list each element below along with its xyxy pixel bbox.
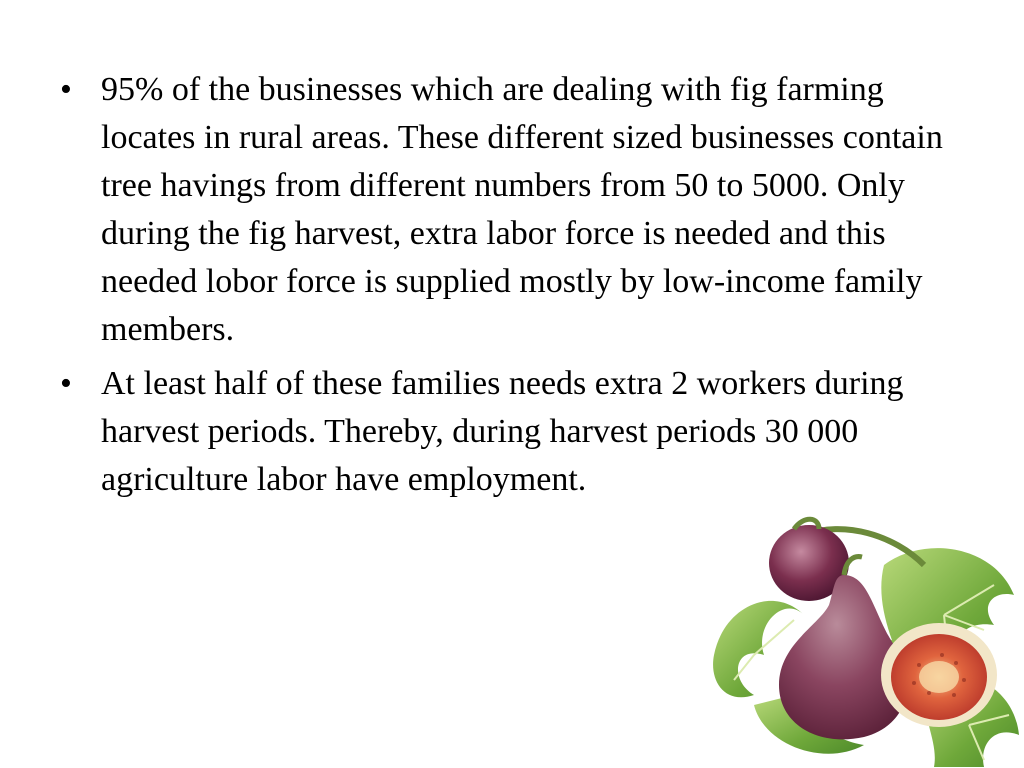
fig-fruit-icon	[694, 505, 1024, 768]
bullet-text: At least half of these families needs extra 2 workers during harvest periods. Thereby, during harvest periods 30 000 agriculture labor have employment.	[101, 365, 904, 498]
bullet-marker: •	[60, 365, 72, 402]
bullet-marker: •	[60, 71, 72, 108]
bullet-list	[60, 66, 950, 510]
bullet-text: 95% of the businesses which are dealing with fig farming locates in rural areas. These different sized businesses contain tree havings from different numbers from 50 to 5000. Only during the fig harvest, extra labor force is needed and this needed lobor force is supplied mostly by low-income family members.	[101, 71, 943, 348]
bullet-item	[60, 66, 950, 354]
bullet-item	[60, 360, 950, 504]
